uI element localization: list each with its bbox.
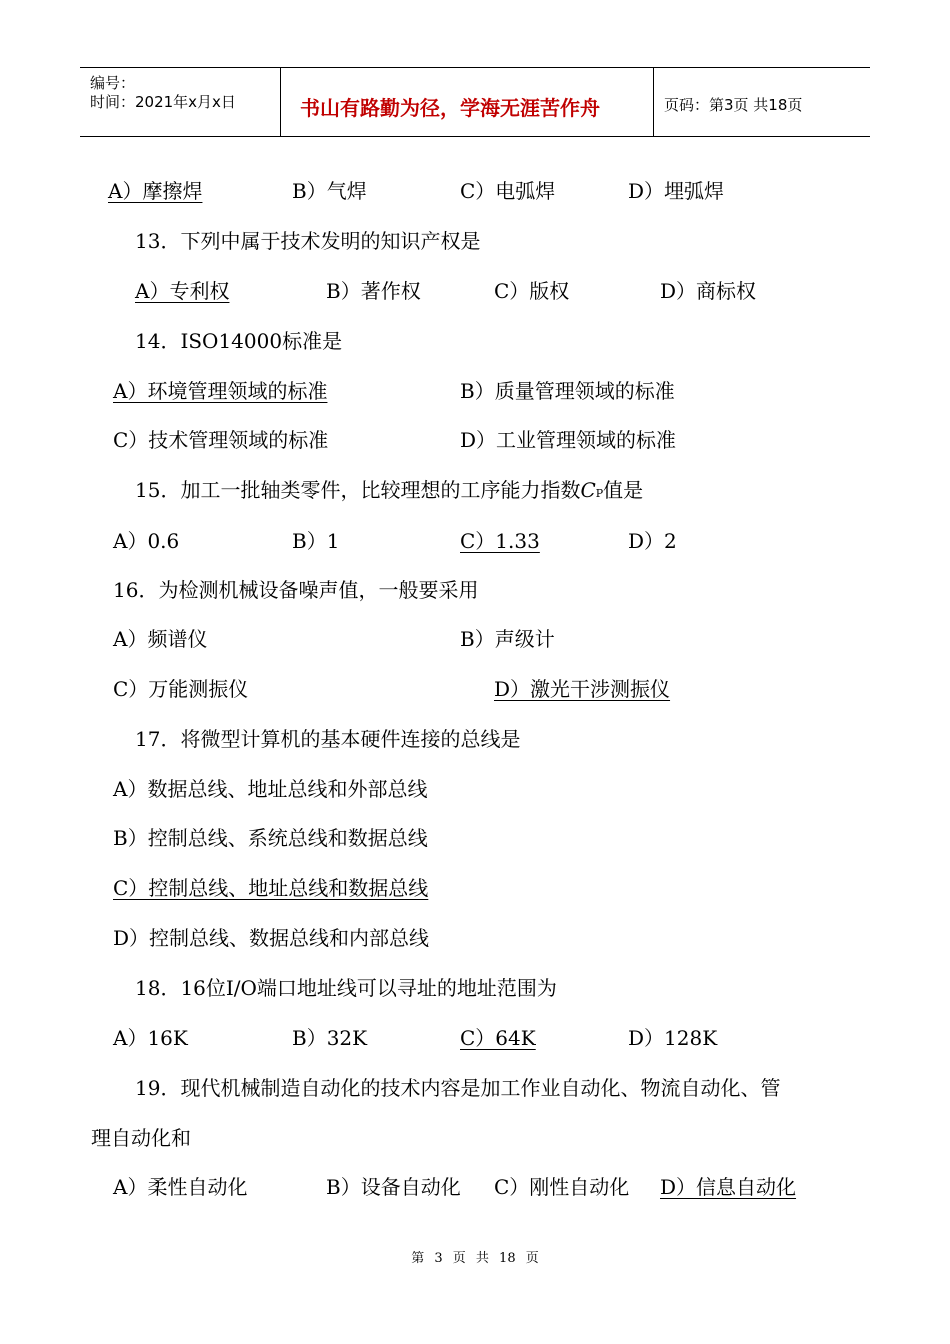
header-number-label: 编号：	[90, 74, 136, 92]
q17-option-a: A）数据总线、地址总线和外部总线	[113, 777, 428, 801]
q14-option-c: C）技术管理领域的标准	[113, 428, 329, 452]
q16-stem: 16．为检测机械设备噪声值，一般要采用	[113, 578, 479, 602]
q13-option-a: A）专利权	[135, 279, 230, 303]
q19-option-a: A）柔性自动化	[113, 1175, 248, 1199]
q18-stem: 18．16位I/O端口地址线可以寻址的地址范围为	[135, 976, 557, 1000]
q15-stem-sub: P	[595, 487, 604, 500]
q16-option-b: B）声级计	[460, 627, 555, 651]
q19-option-b: B）设备自动化	[326, 1175, 461, 1199]
q14-option-a: A）环境管理领域的标准	[113, 379, 328, 403]
q14-stem: 14．ISO14000标准是	[135, 329, 343, 353]
q13-stem: 13．下列中属于技术发明的知识产权是	[135, 229, 481, 253]
q18-option-d: D）128K	[628, 1026, 718, 1050]
q14-option-b: B）质量管理领域的标准	[460, 379, 675, 403]
q18-option-a: A）16K	[113, 1026, 188, 1050]
header-page-info: 页码：第3页 共18页	[664, 96, 803, 114]
q16-option-c: C）万能测振仪	[113, 677, 249, 701]
q13-option-b: B）著作权	[326, 279, 421, 303]
q18-option-b: B）32K	[292, 1026, 368, 1050]
q13-option-d: D）商标权	[660, 279, 757, 303]
q15-stem	[135, 478, 643, 502]
header-divider-left	[280, 68, 281, 136]
q16-option-d: D）激光干涉测振仪	[494, 677, 671, 701]
q15-stem-end: 值是	[603, 478, 644, 502]
q12-option-a: A）摩擦焊	[108, 179, 203, 203]
q15-option-a: A）0.6	[113, 529, 180, 553]
q12-option-c: C）电弧焊	[460, 179, 556, 203]
q12-option-b: B）气焊	[292, 179, 367, 203]
q15-option-d: D）2	[628, 529, 677, 553]
q15-stem-var: C	[580, 478, 596, 502]
q18-option-c: C）64K	[460, 1026, 536, 1050]
q12-option-d: D）埋弧焊	[628, 179, 725, 203]
page-footer: 第 3 页 共 18 页	[411, 1251, 539, 1266]
header-date: 时间：2021年x月x日	[90, 93, 236, 111]
q15-stem-text: 15．加工一批轴类零件，比较理想的工序能力指数	[135, 478, 581, 502]
q17-option-d: D）控制总线、数据总线和内部总线	[113, 926, 430, 950]
q15-option-b: B）1	[292, 529, 340, 553]
page-header	[80, 67, 870, 137]
q15-option-c: C）1.33	[460, 529, 540, 553]
q19-stem-line1: 19．现代机械制造自动化的技术内容是加工作业自动化、物流自动化、管	[135, 1076, 781, 1100]
header-motto: 书山有路勤为径，学海无涯苦作舟	[300, 96, 600, 120]
q19-stem-line2: 理自动化和	[91, 1126, 191, 1150]
q19-option-c: C）刚性自动化	[494, 1175, 630, 1199]
q17-stem: 17．将微型计算机的基本硬件连接的总线是	[135, 727, 521, 751]
q13-option-c: C）版权	[494, 279, 570, 303]
q16-option-a: A）频谱仪	[113, 627, 208, 651]
q14-option-d: D）工业管理领域的标准	[460, 428, 677, 452]
header-divider-right	[653, 68, 654, 136]
q17-option-c: C）控制总线、地址总线和数据总线	[113, 876, 429, 900]
q17-option-b: B）控制总线、系统总线和数据总线	[113, 826, 428, 850]
q19-option-d: D）信息自动化	[660, 1175, 797, 1199]
